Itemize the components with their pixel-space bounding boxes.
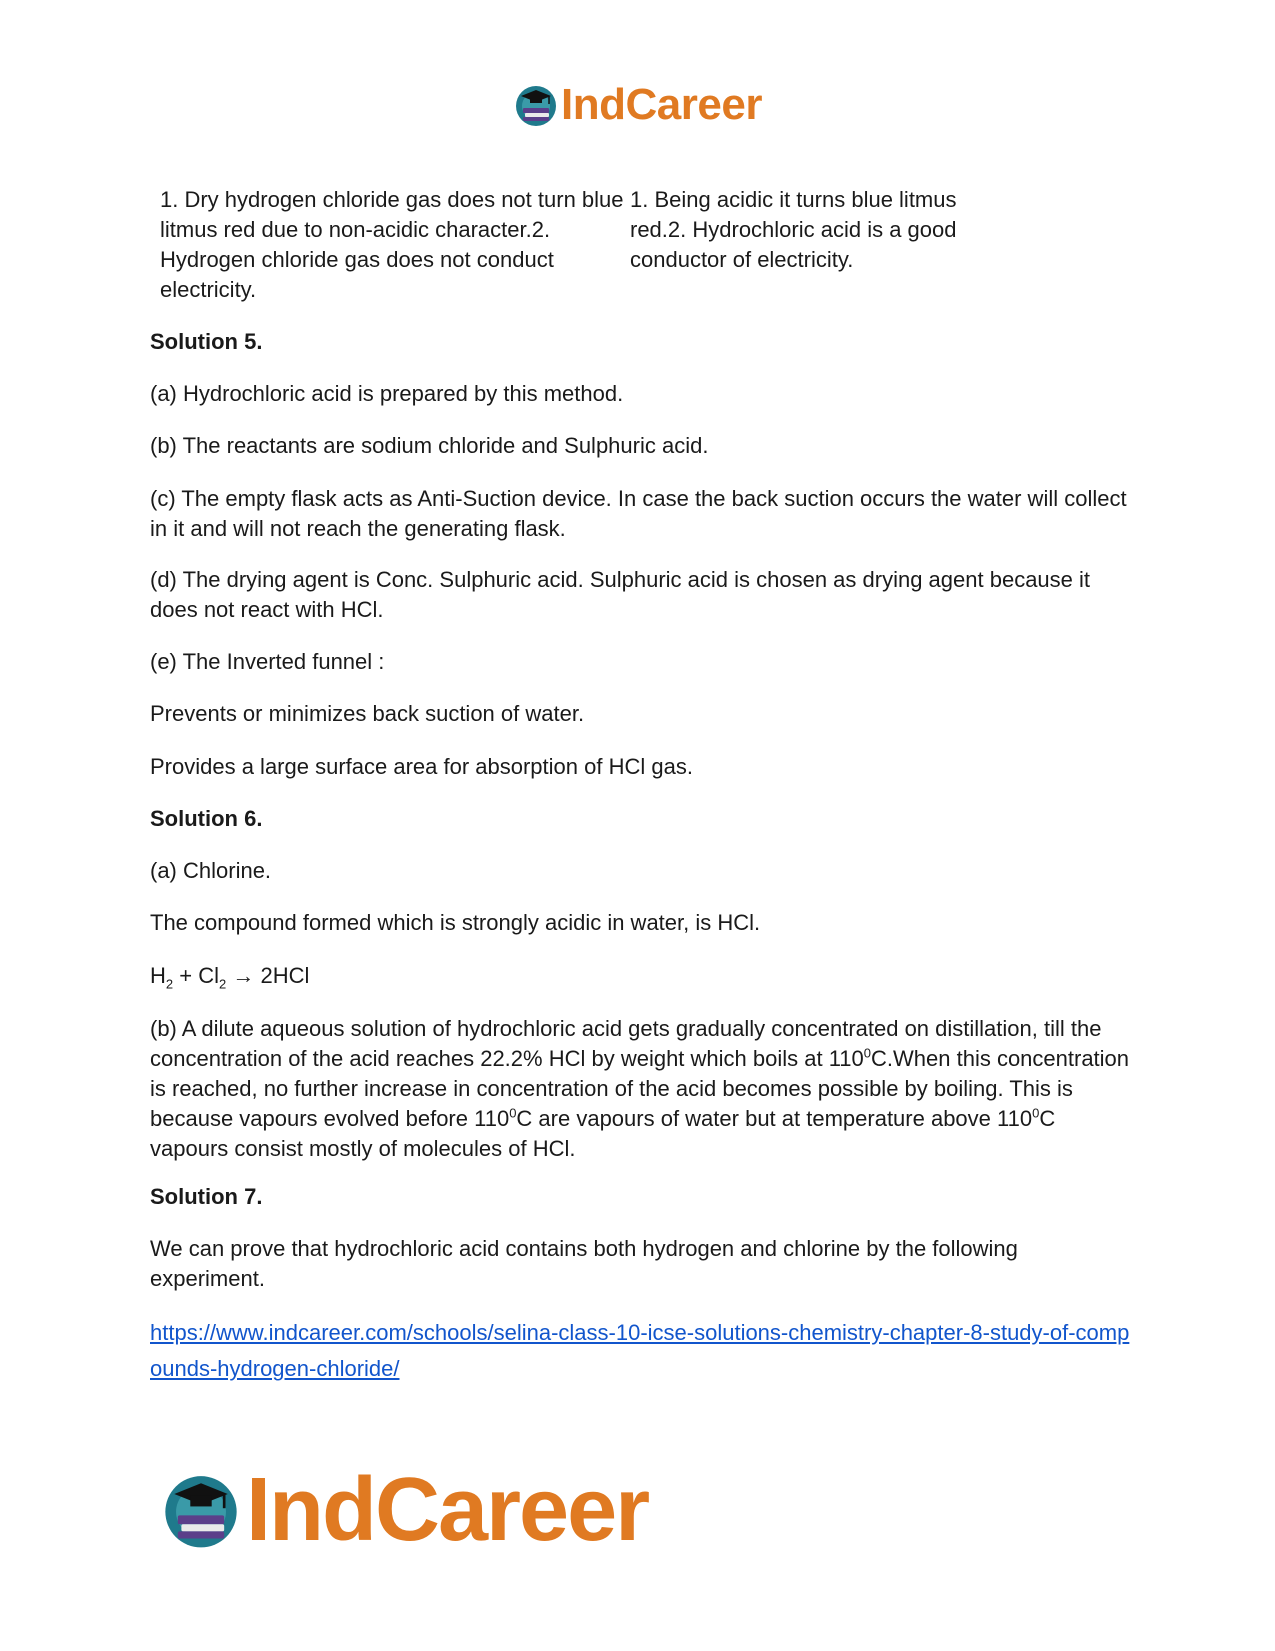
source-link[interactable]: https://www.indcareer.com/schools/selina-class-10-icse-solutions-chemistry-chapter-8-study-of-compounds-hydrogen-chloride/ (150, 1320, 1130, 1381)
solution7-text: We can prove that hydrochloric acid contains both hydrogen and chlorine by the following experiment. (150, 1236, 1018, 1291)
graduation-cap-book-icon (513, 82, 559, 128)
solution5-e2: Provides a large surface area for absorption of HCl gas. (150, 754, 693, 779)
solution7-heading: Solution 7. (150, 1184, 263, 1209)
comparison-table-row (160, 185, 970, 305)
solution6-b-part3: C are vapours of water but at temperature above 110 (516, 1106, 1033, 1131)
equation-h: H (150, 963, 166, 988)
graduation-cap-book-icon (160, 1469, 242, 1551)
comparison-left-cell: 1. Dry hydrogen chloride gas does not turn blue litmus red due to non-acidic character.2. Hydrogen chloride gas does not conduct electricity. (160, 187, 624, 302)
solution6-b-part4: C vapours consist mostly of molecules of HCl. (150, 1106, 1056, 1161)
footer-logo (160, 1459, 649, 1560)
header-logo (0, 78, 1275, 132)
equation-product: 2HCl (260, 963, 310, 988)
solution6-heading: Solution 6. (150, 806, 263, 831)
solution5-e: (e) The Inverted funnel : (150, 649, 385, 674)
solution5-e1: Prevents or minimizes back suction of water. (150, 701, 585, 726)
solution6-a-note: The compound formed which is strongly acidic in water, is HCl. (150, 910, 761, 935)
solution6-b (150, 1014, 1130, 1164)
equation-h-subscript: 2 (165, 976, 174, 992)
solution5-c: (c) The empty flask acts as Anti-Suction device. In case the back suction occurs the water will collect in it and will not reach the generating flask. (150, 486, 1127, 541)
logo-text: IndCareer (561, 80, 762, 129)
comparison-right-cell: 1. Being acidic it turns blue litmus red.2. Hydrochloric acid is a good conductor of electricity. (630, 187, 957, 272)
degree-superscript: 0 (509, 1105, 517, 1121)
chemical-equation (150, 961, 1130, 991)
solution6-b-part2: C.When this concentration is reached, no further increase in concentration of the acid becomes possible by boiling. This is because vapours evolved before 110 (150, 1046, 1130, 1131)
solution5-a: (a) Hydrochloric acid is prepared by this method. (150, 381, 624, 406)
solution6-a: (a) Chlorine. (150, 858, 272, 883)
degree-superscript: 0 (863, 1045, 872, 1061)
solution6-b-part1: (b) A dilute aqueous solution of hydrochloric acid gets gradually concentrated on distillation, till the concentration of the acid reaches 22.2% HCl by weight which boils at 110 (150, 1016, 1102, 1071)
logo-text: IndCareer (246, 1459, 649, 1560)
equation-cl-subscript: 2 (218, 976, 227, 992)
solution5-b: (b) The reactants are sodium chloride and Sulphuric acid. (150, 433, 709, 458)
equation-plus-cl: + Cl (173, 963, 219, 988)
degree-superscript: 0 (1032, 1105, 1040, 1121)
equation-arrow: → (226, 963, 261, 988)
solution5-d: (d) The drying agent is Conc. Sulphuric acid. Sulphuric acid is chosen as drying agent because it does not react with HCl. (150, 567, 1091, 622)
solution5-heading: Solution 5. (150, 329, 263, 354)
